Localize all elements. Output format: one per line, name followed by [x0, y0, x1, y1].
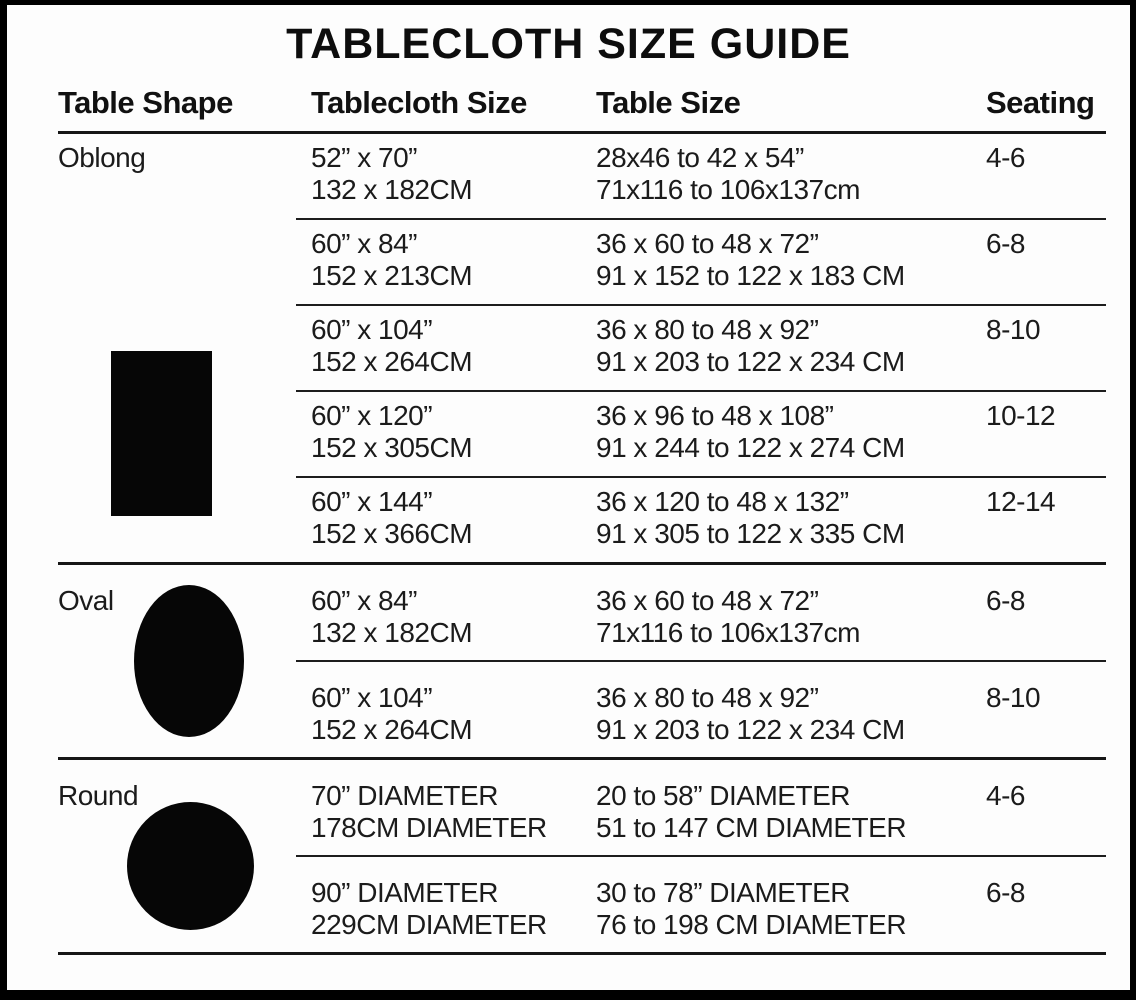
oval-shape	[134, 585, 244, 737]
size-inches: 60” x 104”	[311, 682, 433, 713]
size-cm: 91 x 244 to 122 x 274 CM	[596, 432, 905, 463]
tablecloth-size-cell	[311, 682, 596, 757]
header-tablecloth-size: Tablecloth Size	[311, 85, 527, 120]
size-cm: 76 to 198 CM DIAMETER	[596, 909, 907, 940]
table-size-cell	[596, 780, 986, 855]
size-inches: 70” DIAMETER	[311, 780, 498, 811]
tablecloth-size-cell	[311, 228, 596, 304]
header-table-shape: Table Shape	[58, 85, 233, 120]
size-cm: 152 x 213CM	[311, 260, 473, 291]
size-cm: 152 x 305CM	[311, 432, 473, 463]
seating-cell: 8-10	[986, 682, 1041, 713]
table-size-cell	[596, 877, 986, 952]
size-inches: 36 x 120 to 48 x 132”	[596, 486, 849, 517]
size-inches: 60” x 144”	[311, 486, 433, 517]
oblong-rectangle-shape	[111, 351, 212, 516]
table-row	[58, 478, 1106, 562]
section-divider	[58, 952, 1106, 955]
tablecloth-size-cell	[311, 780, 596, 855]
seating-cell: 12-14	[986, 486, 1056, 517]
round-circle-shape	[127, 802, 254, 930]
size-cm: 91 x 203 to 122 x 234 CM	[596, 346, 905, 377]
size-inches: 90” DIAMETER	[311, 877, 498, 908]
tablecloth-size-cell	[311, 400, 596, 476]
size-cm: 51 to 147 CM DIAMETER	[596, 812, 907, 843]
size-guide-page	[7, 5, 1130, 990]
shape-cell-empty	[58, 228, 311, 304]
size-inches: 60” x 104”	[311, 314, 433, 345]
size-cm: 178CM DIAMETER	[311, 812, 547, 843]
tablecloth-size-cell	[311, 877, 596, 952]
table-size-cell	[596, 314, 986, 390]
seating-cell: 8-10	[986, 314, 1041, 345]
size-cm: 132 x 182CM	[311, 617, 473, 648]
table-row	[58, 306, 1106, 390]
size-cm: 152 x 264CM	[311, 346, 473, 377]
size-inches: 36 x 60 to 48 x 72”	[596, 228, 819, 259]
size-cm: 71x116 to 106x137cm	[596, 174, 860, 205]
tablecloth-size-cell	[311, 142, 596, 218]
tablecloth-size-cell	[311, 486, 596, 562]
shape-label: Oval	[58, 585, 114, 616]
size-inches: 52” x 70”	[311, 142, 417, 173]
size-inches: 60” x 84”	[311, 228, 417, 259]
tablecloth-size-cell	[311, 314, 596, 390]
seating-cell: 6-8	[986, 228, 1025, 259]
table-size-cell	[596, 486, 986, 562]
size-cm: 229CM DIAMETER	[311, 909, 547, 940]
size-cm: 91 x 152 to 122 x 183 CM	[596, 260, 905, 291]
size-inches: 60” x 120”	[311, 400, 433, 431]
table-size-cell	[596, 142, 986, 218]
size-inches: 36 x 96 to 48 x 108”	[596, 400, 834, 431]
shape-label: Round	[58, 780, 139, 811]
size-inches: 28x46 to 42 x 54”	[596, 142, 804, 173]
table-row	[58, 392, 1106, 476]
size-inches: 36 x 60 to 48 x 72”	[596, 585, 819, 616]
table-size-cell	[596, 400, 986, 476]
size-cm: 71x116 to 106x137cm	[596, 617, 860, 648]
seating-cell: 4-6	[986, 142, 1025, 173]
size-inches: 20 to 58” DIAMETER	[596, 780, 850, 811]
size-inches: 36 x 80 to 48 x 92”	[596, 682, 819, 713]
section-round	[58, 760, 1106, 952]
table-row	[58, 220, 1106, 304]
seating-cell: 6-8	[986, 585, 1025, 616]
table-row	[58, 134, 1106, 218]
size-inches: 60” x 84”	[311, 585, 417, 616]
header-seating: Seating	[986, 85, 1095, 120]
section-oblong	[58, 134, 1106, 562]
table-size-cell	[596, 682, 986, 757]
size-cm: 152 x 264CM	[311, 714, 473, 745]
size-cm: 132 x 182CM	[311, 174, 473, 205]
size-guide-table	[58, 85, 1106, 955]
table-header-row	[58, 85, 1106, 121]
header-table-size: Table Size	[596, 85, 741, 120]
table-size-cell	[596, 228, 986, 304]
seating-cell: 4-6	[986, 780, 1025, 811]
section-oval	[58, 565, 1106, 757]
table-size-cell	[596, 585, 986, 660]
size-inches: 36 x 80 to 48 x 92”	[596, 314, 819, 345]
size-cm: 91 x 203 to 122 x 234 CM	[596, 714, 905, 745]
size-cm: 152 x 366CM	[311, 518, 473, 549]
size-cm: 91 x 305 to 122 x 335 CM	[596, 518, 905, 549]
seating-cell: 6-8	[986, 877, 1025, 908]
shape-label: Oblong	[58, 142, 146, 173]
seating-cell: 10-12	[986, 400, 1056, 431]
size-inches: 30 to 78” DIAMETER	[596, 877, 850, 908]
page-title: TABLECLOTH SIZE GUIDE	[286, 20, 851, 68]
tablecloth-size-cell	[311, 585, 596, 660]
